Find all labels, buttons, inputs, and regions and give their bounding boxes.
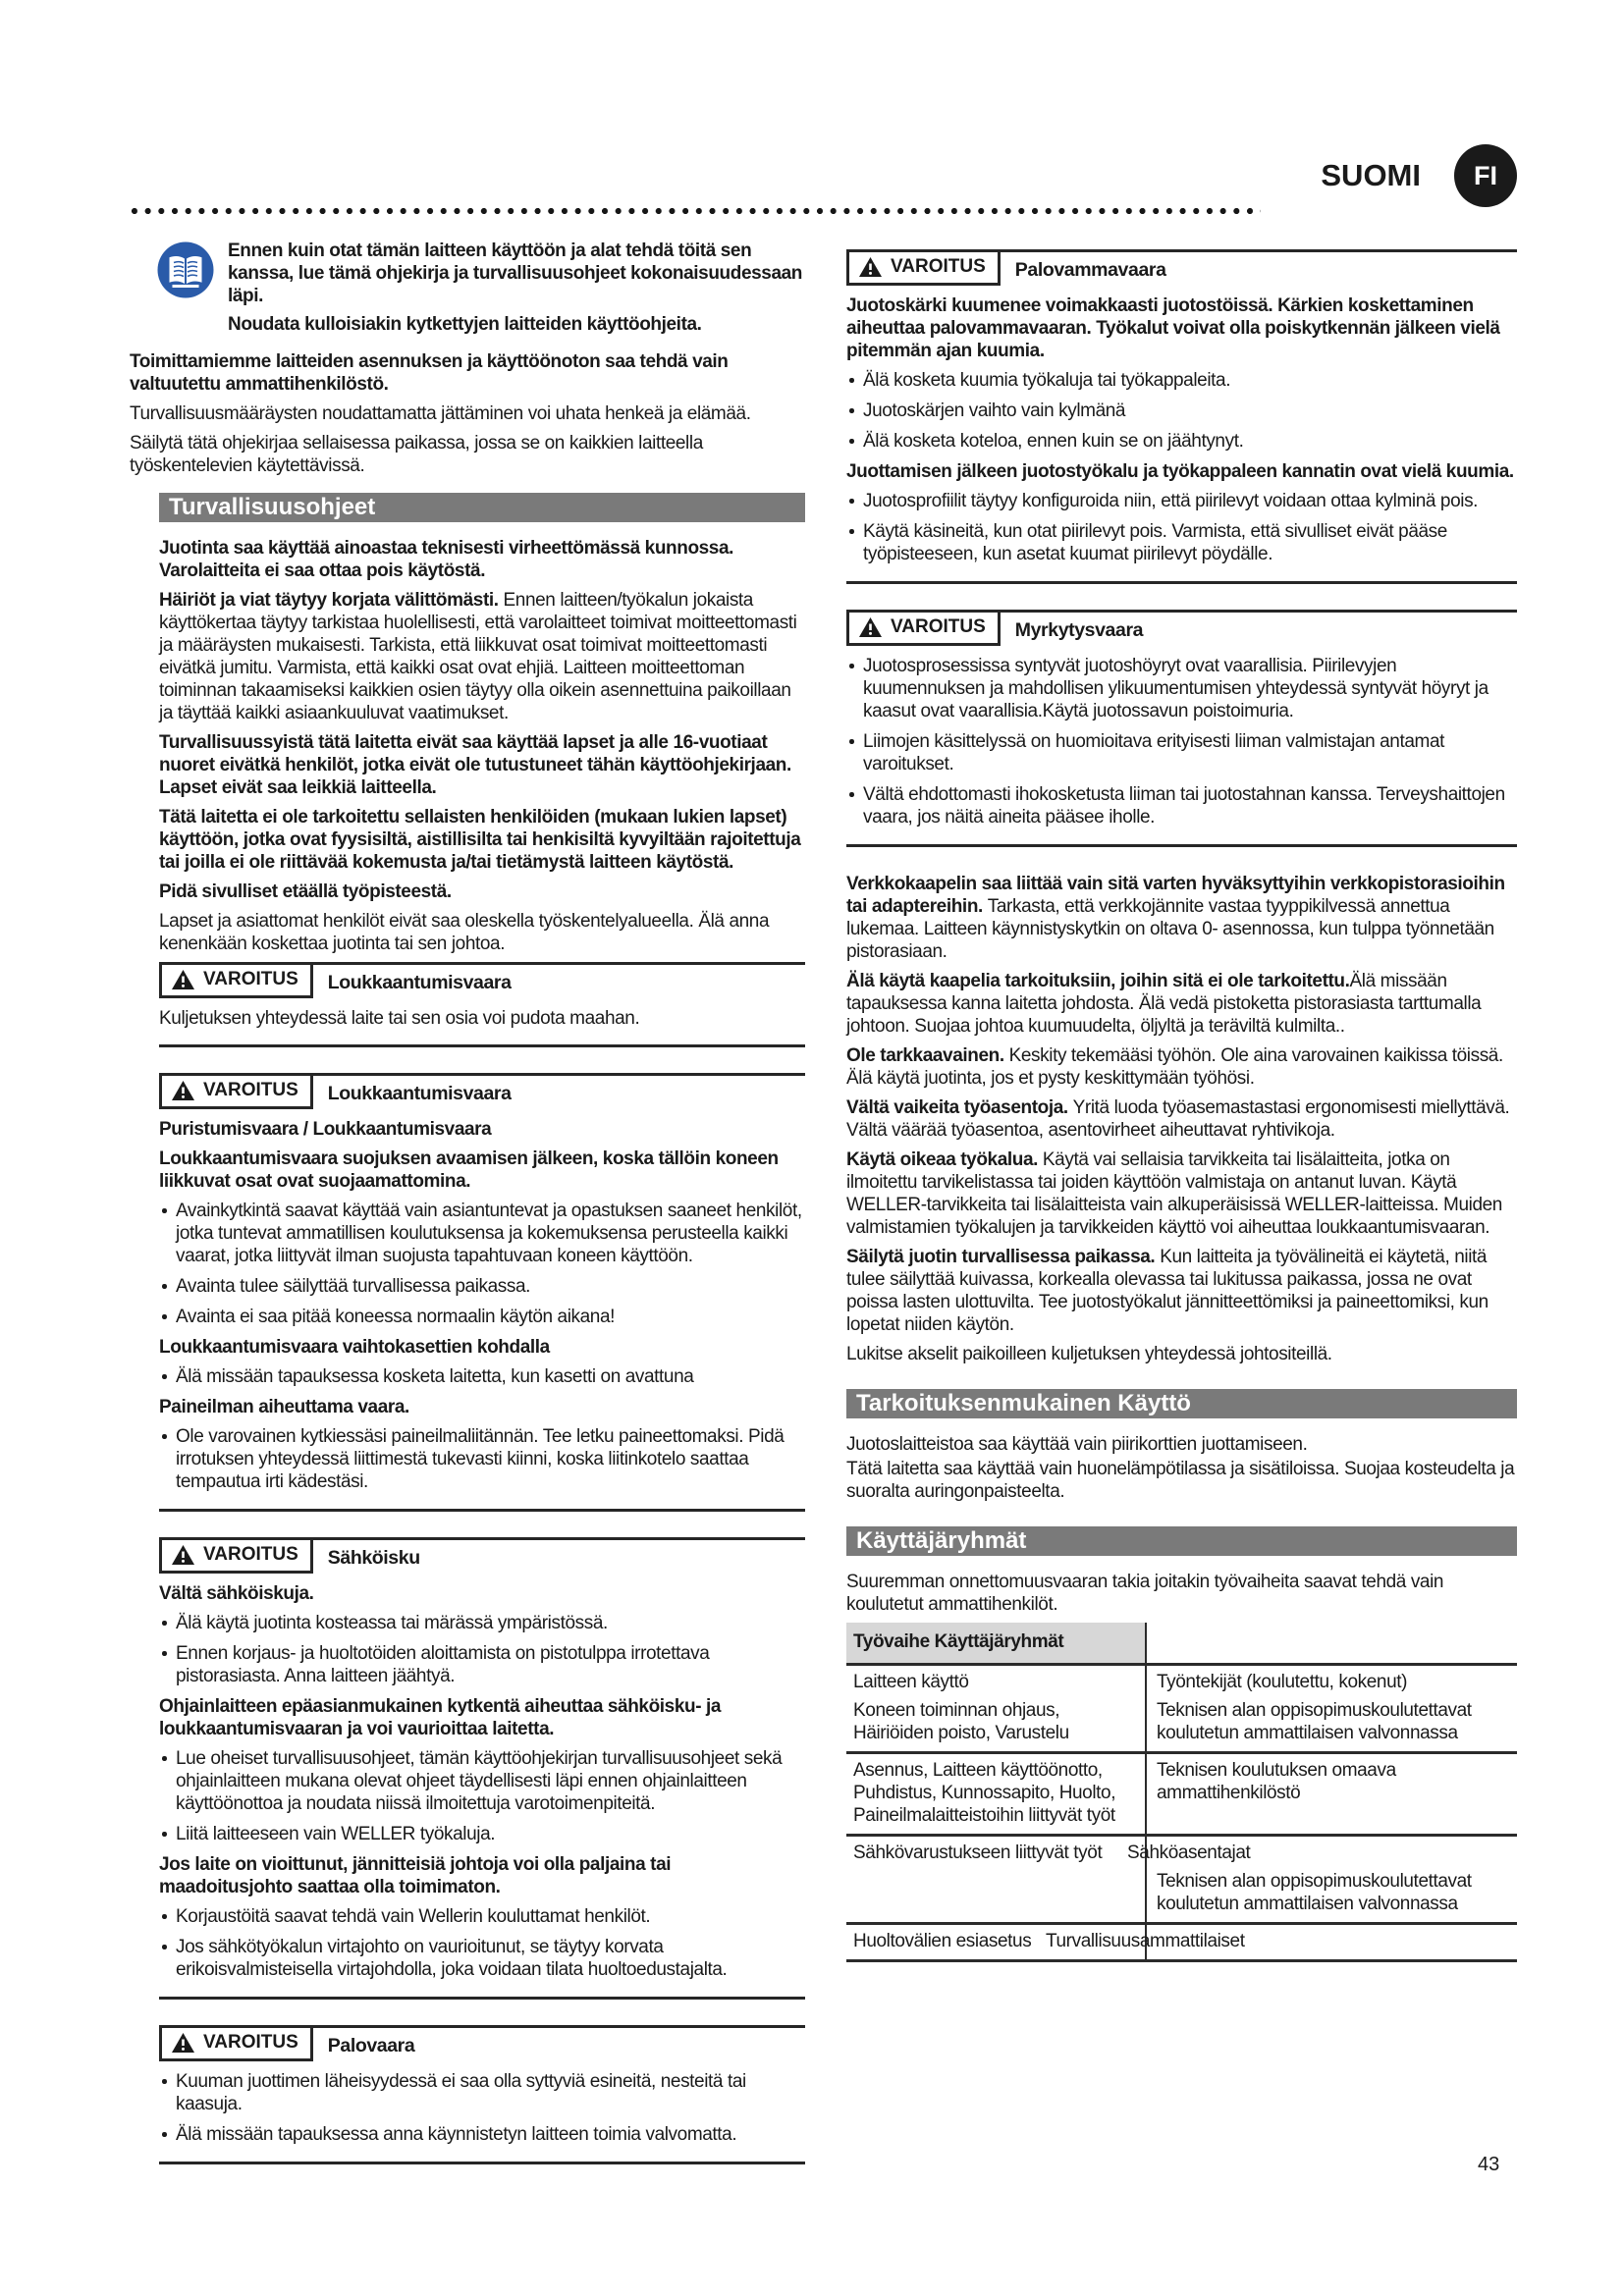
warning-header bbox=[159, 1537, 805, 1574]
warning-badge bbox=[159, 1076, 313, 1109]
warning-triangle-icon bbox=[171, 969, 195, 990]
cell-text: Sähköasentajat bbox=[1127, 1842, 1251, 1863]
bullet-list bbox=[159, 1365, 805, 1388]
paragraph: Juottamisen jälkeen juotostyökalu ja työkappaleen kannatin ovat vielä kuumia. bbox=[846, 461, 1514, 482]
paragraph bbox=[846, 1148, 1517, 1239]
read-manual-text bbox=[228, 240, 805, 342]
warning-body bbox=[159, 1109, 805, 1493]
cell-text: Koneen toiminnan ohjaus, Häiriöiden poisto, Varustelu bbox=[853, 1700, 1069, 1743]
paragraph: Lapset ja asiattomat henkilöt eivät saa oleskella työskentelyalueella. Älä anna kenenkään koskettaa juotinta tai sen johtoa. bbox=[159, 911, 770, 954]
paragraph: Säilytä tätä ohjekirjaa sellaisessa paikassa, jossa se on kaikkien laitteella työskentelevien käytettävissä. bbox=[130, 433, 703, 476]
list-item: Avainta ei saa pitää koneessa normaalin käytön aikana! bbox=[159, 1306, 805, 1328]
language-badge: FI bbox=[1454, 144, 1517, 207]
list-item: Liitä laitteeseen vain WELLER työkaluja. bbox=[159, 1823, 805, 1845]
paragraph-lead: Ole tarkkaavainen. bbox=[846, 1045, 1009, 1066]
warning-box-burn bbox=[846, 249, 1517, 584]
page-number: 43 bbox=[1478, 2154, 1500, 2175]
list-item: Käytä käsineitä, kun otat piirilevyt pois. Varmista, että sivulliset eivät pääse työpisteeseen, kun asetat kuumat piirilevyt pöydälle. bbox=[846, 520, 1517, 565]
warning-box-toxic bbox=[846, 610, 1517, 847]
paragraph: Ennen kuin otat tämän laitteen käyttöön ja alat tehdä töitä sen kanssa, lue tämä ohjekirja ja turvallisuusohjeet kokonaisuudessaan läpi. bbox=[228, 240, 803, 306]
language-label: SUOMI bbox=[1321, 158, 1421, 192]
paragraph: Juotinta saa käyttää ainoastaa teknisesti virheettömässä kunnossa. Varolaitteita ei saa ottaa pois käytöstä. bbox=[159, 538, 734, 581]
warning-triangle-icon bbox=[171, 2032, 195, 2054]
paragraph-lead: Säilytä juotin turvallisessa paikassa. bbox=[846, 1247, 1161, 1267]
bullet-list bbox=[159, 1905, 805, 1981]
paragraph: Paineilman aiheuttama vaara. bbox=[159, 1397, 409, 1417]
paragraph: Turvallisuussyistä tätä laitetta eivät saa käyttää lapset ja alle 16-vuotiaat nuoret eivätkä henkilöt, jotka eivät ole tutustuneet tähän käyttöohjekirjaan. Lapset eivät saa leikkiä laitteella. bbox=[159, 732, 791, 798]
table-header-row bbox=[846, 1623, 1517, 1665]
bullet-list bbox=[159, 1747, 805, 1845]
list-item: Juotoskärjen vaihto vain kylmänä bbox=[846, 400, 1517, 422]
cell-text: Teknisen alan oppisopimuskoulutettavat koulutetun ammattilaisen valvonnassa bbox=[1157, 1871, 1472, 1914]
left-column bbox=[130, 240, 807, 2190]
warning-body bbox=[846, 286, 1517, 565]
list-item: Lue oheiset turvallisuusohjeet, tämän käyttöohjekirjan turvallisuusohjeet sekä ohjainlaitteen mukana olevat ohjeet täydellisesti läpi ennen ohjainlaitteen käyttöönottoa ja noudata niissä ilmoitettuja varotoimenpiteitä. bbox=[159, 1747, 805, 1815]
paragraph bbox=[846, 1044, 1517, 1090]
user-groups-table bbox=[846, 1623, 1517, 1962]
warning-label: VAROITUS bbox=[891, 256, 986, 277]
warning-label: VAROITUS bbox=[203, 1544, 298, 1565]
warning-body bbox=[159, 1574, 805, 1981]
warning-header bbox=[159, 962, 805, 998]
paragraph: Jos laite on vioittunut, jännitteisiä johtoja voi olla paljaina tai maadoitusjohto saattaa olla toimimaton. bbox=[159, 1854, 672, 1897]
warning-title: Myrkytysvaara bbox=[1014, 618, 1144, 641]
bullet-list bbox=[846, 490, 1517, 565]
paragraph: Tätä laitetta ei ole tarkoitettu sellaisten henkilöiden (mukaan lukien lapset) käyttöön, jotka ovat fyysisiltä, aistillisilta tai henkisiltä kyvyiltään rajoitettuja tai joilla ei ole riittävää kokemusta ja/tai tietämystä laitteen käytöstä. bbox=[159, 807, 801, 873]
warning-label: VAROITUS bbox=[891, 616, 986, 637]
table-row bbox=[846, 1924, 1517, 1961]
table-row bbox=[846, 1665, 1517, 1753]
warning-title: Palovammavaara bbox=[1014, 258, 1166, 281]
table-row bbox=[846, 1753, 1517, 1836]
paragraph: Vältä sähköiskuja. bbox=[159, 1583, 314, 1604]
paragraph: Toimittamiemme laitteiden asennuksen ja käyttöönoton saa tehdä vain valtuutettu ammattihenkilöstö. bbox=[130, 351, 729, 395]
section-title-safety: Turvallisuusohjeet bbox=[159, 493, 805, 522]
paragraph-rest: Ennen laitteen/työkalun jokaista käyttökertaa täytyy tarkistaa huolellisesti, että varolaitteet toimivat moitteettomasti ja määräysten mukaisesti. Tarkista, että liikkuvat osat toimivat moitteettomasti eivätkä jumitu. Varmista, että kaikki osat ovat ehjiä. Laitteen moitteettoman toiminnan takaamiseksi kaikkien osien täytyy olla oikein asennettuina paikoillaan ja täyttää kaikki asiaankuuluvat vaatimukset. bbox=[159, 590, 797, 723]
paragraph: Suuremman onnettomuusvaaran takia joitakin työvaiheita saavat tehdä vain koulutetut ammattihenkilöt. bbox=[846, 1572, 1444, 1615]
warning-title: Palovaara bbox=[327, 2034, 415, 2056]
warning-triangle-icon bbox=[858, 256, 883, 278]
list-item: Juotosprosessissa syntyvät juotoshöyryt ovat vaarallisia. Piirilevyjen kuumennuksen ja mahdollisen ylikuumentumisen yhteydessä syntyvät höyryt ja kaasut ovat vaarallisia.Käytä juotossavun poistoimuria. bbox=[846, 655, 1517, 722]
warning-badge bbox=[159, 2028, 313, 2061]
bullet-list bbox=[159, 1425, 805, 1493]
warning-header bbox=[159, 1073, 805, 1109]
paragraph-lead: Vältä vaikeita työasentoja. bbox=[846, 1097, 1073, 1118]
list-item: Korjaustöitä saavat tehdä vain Wellerin kouluttamat henkilöt. bbox=[159, 1905, 805, 1928]
warning-triangle-icon bbox=[171, 1080, 195, 1101]
warning-title: Loukkaantumisvaara bbox=[327, 1082, 512, 1104]
paragraph: Puristumisvaara / Loukkaantumisvaara bbox=[159, 1119, 492, 1140]
paragraph bbox=[846, 970, 1517, 1038]
paragraph-lead: Käytä oikeaa työkalua. bbox=[846, 1149, 1043, 1170]
warning-triangle-icon bbox=[858, 616, 883, 638]
right-column bbox=[846, 245, 1517, 1962]
paragraph bbox=[846, 1096, 1517, 1142]
paragraph-rest: Käytä vai sellaisia tarvikkeita tai lisälaitteita, jotka on ilmoitettu tarvikelistassa tai joiden käyttöön valmistaja on antanut luvan. Käytä WELLER-tarvikkeita tai lisälaitteista vain alkuperäisissä WELLER-laitteissa. Muiden valmistamien työkalujen ja tarvikkeiden käyttö voi aiheuttaa loukkaantumisvaaran. bbox=[846, 1149, 1502, 1238]
paragraph bbox=[846, 873, 1517, 963]
warning-badge bbox=[846, 252, 1001, 286]
dotted-divider bbox=[130, 206, 1261, 216]
section-title-intended-use: Tarkoituksenmukainen Käyttö bbox=[846, 1389, 1517, 1418]
warning-badge bbox=[846, 613, 1001, 646]
paragraph-rest: Älä missään tapauksessa kanna laitetta johdosta. Älä vedä pistoketta pistorasiasta tarttumalla johtoon. Suojaa johtoa kuumuudelta, öljyltä ja teräviltä kulmilta.. bbox=[846, 971, 1482, 1037]
paragraph: Juotoslaitteistoa saa käyttää vain piirikorttien juottamiseen. bbox=[846, 1434, 1308, 1455]
table-cell-groups bbox=[1046, 1924, 1517, 1961]
list-item: Liimojen käsittelyssä on huomioitava erityisesti liiman valmistajan antamat varoitukset. bbox=[846, 730, 1517, 775]
cell-text: Teknisen koulutuksen omaava ammattihenkilöstö bbox=[1157, 1760, 1396, 1803]
list-item: Älä missään tapauksessa kosketa laitetta, kun kasetti on avattuna bbox=[159, 1365, 805, 1388]
cell-text: Turvallisuusammattilaiset bbox=[1046, 1931, 1245, 1951]
read-manual-note bbox=[130, 240, 807, 342]
bullet-list bbox=[159, 1200, 805, 1328]
warning-title: Sähköisku bbox=[327, 1546, 420, 1569]
warning-label: VAROITUS bbox=[203, 969, 298, 989]
bullet-list bbox=[159, 1612, 805, 1687]
table-cell-groups bbox=[1146, 1665, 1517, 1753]
paragraph-rest: Keskity tekemääsi työhön. Ole aina varovainen kaikissa töissä. Älä käytä juotinta, jos et pysty keskittymään työhösi. bbox=[846, 1045, 1503, 1089]
list-item: Älä kosketa koteloa, ennen kuin se on jäähtynyt. bbox=[846, 430, 1517, 453]
paragraph: Noudata kulloisiakin kytkettyjen laitteiden käyttöohjeita. bbox=[228, 314, 702, 335]
table-header-cell bbox=[1146, 1623, 1517, 1665]
table-row bbox=[846, 1836, 1517, 1924]
paragraph: Lukitse akselit paikoilleen kuljetuksen yhteydessä johtositeillä. bbox=[846, 1344, 1332, 1364]
list-item: Juotosprofiilit täytyy konfiguroida niin, että piirilevyt voidaan ottaa kylminä pois. bbox=[846, 490, 1517, 512]
safety-section bbox=[159, 493, 805, 2164]
bullet-list bbox=[846, 655, 1517, 828]
paragraph-rest: Kun laitteita ja työvälineitä ei käytetä, niitä tulee säilyttää kuivassa, korkealla olevassa tai lukitussa paikassa, jossa ne ovat poissa lasten ulottuvilta. Tee juotostyökalut jännitteettömiksi ja paineettomiksi, kun lopetat niiden käytön. bbox=[846, 1247, 1489, 1335]
language-header bbox=[846, 143, 1517, 208]
cell-text: Teknisen alan oppisopimuskoulutettavat koulutetun ammattilaisen valvonnassa bbox=[1157, 1700, 1472, 1743]
bullet-list bbox=[159, 2070, 805, 2146]
paragraph-lead: Häiriöt ja viat täytyy korjata välittömästi. bbox=[159, 590, 504, 611]
bullet-list bbox=[846, 369, 1517, 453]
warning-label: VAROITUS bbox=[203, 2032, 298, 2053]
warning-header bbox=[846, 249, 1517, 286]
section-title-user-groups: Käyttäjäryhmät bbox=[846, 1526, 1517, 1556]
paragraph-rest: Tarkasta, että verkkojännite vastaa tyyppikilvessä annettua lukemaa. Laitteen käynnistyskytkin on oltava 0- asennossa, kun tulppa työnnetään pistorasiaan. bbox=[846, 896, 1494, 962]
open-book-icon bbox=[157, 241, 214, 303]
warning-box-transport bbox=[159, 962, 805, 1047]
warning-header bbox=[159, 2025, 805, 2061]
warning-body bbox=[159, 998, 805, 1030]
warning-label: VAROITUS bbox=[203, 1080, 298, 1100]
warning-box-crush bbox=[159, 1073, 805, 1512]
list-item: Älä missään tapauksessa anna käynnistetyn laitteen toimia valvomatta. bbox=[159, 2123, 805, 2146]
list-item: Jos sähkötyökalun virtajohto on vaurioitunut, se täytyy korvata erikoisvalmisteisella virtajohdolla, joka voidaan tilata huoltoedustajalta. bbox=[159, 1936, 805, 1981]
table-cell-phase bbox=[846, 1665, 1146, 1753]
warning-box-shock bbox=[159, 1537, 805, 2000]
paragraph: Loukkaantumisvaara suojuksen avaamisen jälkeen, koska tällöin koneen liikkuvat osat ovat suojaamattomina. bbox=[159, 1148, 779, 1192]
table-cell-groups bbox=[1146, 1753, 1517, 1836]
list-item: Ennen korjaus- ja huoltotöiden aloittamista on pistotulppa irrotettava pistorasiasta. Anna laitteen jäähtyä. bbox=[159, 1642, 805, 1687]
warning-badge bbox=[159, 1540, 313, 1574]
cell-text: Huoltovälien esiasetus bbox=[853, 1931, 1032, 1951]
paragraph: Kuljetuksen yhteydessä laite tai sen osia voi pudota maahan. bbox=[159, 1008, 640, 1029]
table-cell-phase bbox=[846, 1836, 1146, 1924]
paragraph-lead: Älä käytä kaapelia tarkoituksiin, joihin sitä ei ole tarkoitettu. bbox=[846, 971, 1350, 991]
warning-header bbox=[846, 610, 1517, 646]
list-item: Kuuman juottimen läheisyydessä ei saa olla syttyviä esineitä, nesteitä tai kaasuja. bbox=[159, 2070, 805, 2115]
table-cell-groups bbox=[1127, 1836, 1517, 1924]
paragraph-lead: Verkkokaapelin saa liittää vain sitä varten hyväksyttyihin verkkopistorasioihin tai adaptereihin. bbox=[846, 874, 1505, 917]
paragraph: Loukkaantumisvaara vaihtokasettien kohdalla bbox=[159, 1337, 550, 1358]
paragraph: Juotoskärki kuumenee voimakkaasti juotostöissä. Kärkien koskettaminen aiheuttaa palovammavaaran. Työkalut voivat olla poiskytkennän jälkeen vielä pitemmän ajan kuumia. bbox=[846, 295, 1500, 361]
warning-badge bbox=[159, 965, 313, 998]
cell-text: Sähkövarustukseen liittyvät työt bbox=[853, 1842, 1103, 1863]
list-item: Älä käytä juotinta kosteassa tai märässä ympäristössä. bbox=[159, 1612, 805, 1634]
warning-triangle-icon bbox=[171, 1544, 195, 1566]
paragraph: Tätä laitetta saa käyttää vain huonelämpötilassa ja sisätiloissa. Suojaa kosteudelta ja suoralta auringonpaisteelta. bbox=[846, 1459, 1515, 1502]
warning-body bbox=[159, 2061, 805, 2146]
paragraph bbox=[159, 589, 805, 724]
list-item: Avainkytkintä saavat käyttää vain asiantuntevat ja opastuksen saaneet henkilöt, jotka tuntevat ammatillisen koulutuksensa ja kokemuksensa perusteella kaikki vaarat, jotka liittyvät ilman suojusta tapahtuvaan koneen käyttöön. bbox=[159, 1200, 805, 1267]
paragraph: Pidä sivulliset etäällä työpisteestä. bbox=[159, 881, 452, 902]
cell-text: Laitteen käyttö bbox=[853, 1672, 969, 1692]
list-item: Ole varovainen kytkiessäsi paineilmaliitännän. Tee letku paineettomaksi. Pidä irrotuksen yhteydessä liittimestä tukevasti kiinni, koska liitinkotelo saattaa tempautua irti kädestäsi. bbox=[159, 1425, 805, 1493]
paragraph: Ohjainlaitteen epäasianmukainen kytkentä aiheuttaa sähköisku- ja loukkaantumisvaaran ja voi vaurioittaa laitetta. bbox=[159, 1696, 722, 1739]
warning-box-fire bbox=[159, 2025, 805, 2164]
table-header-cell: Työvaihe Käyttäjäryhmät bbox=[846, 1623, 1146, 1665]
paragraph: Turvallisuusmääräysten noudattamatta jättäminen voi uhata henkeä ja elämää. bbox=[130, 403, 751, 424]
cell-text: Asennus, Laitteen käyttöönotto, Puhdistus, Kunnossapito, Huolto, Paineilmalaitteistoihin liittyvät työt bbox=[853, 1760, 1116, 1826]
list-item: Älä kosketa kuumia työkaluja tai työkappaleita. bbox=[846, 369, 1517, 392]
list-item: Avainta tulee säilyttää turvallisessa paikassa. bbox=[159, 1275, 805, 1298]
warning-title: Loukkaantumisvaara bbox=[327, 971, 512, 993]
warning-body bbox=[846, 646, 1517, 828]
cell-text: Työntekijät (koulutettu, kokenut) bbox=[1157, 1672, 1408, 1692]
list-item: Vältä ehdottomasti ihokosketusta liiman tai juotostahnan kanssa. Terveyshaittojen vaara, jos näitä aineita pääsee iholle. bbox=[846, 783, 1517, 828]
table-cell-phase bbox=[846, 1753, 1146, 1836]
paragraph bbox=[846, 1246, 1517, 1336]
paragraph-rest: Yritä luoda työasemastastasi ergonomisesti miellyttävä. Vältä väärää työasentoa, asentovirheet aiheuttavat ryhtivikoja. bbox=[846, 1097, 1510, 1141]
